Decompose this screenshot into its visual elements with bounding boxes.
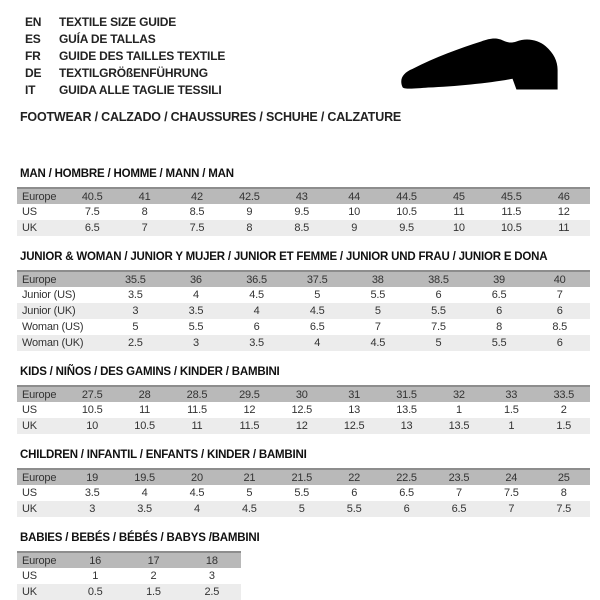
size-value: 13.5: [448, 420, 470, 432]
size-value: 40: [553, 273, 566, 286]
size-value: 12.5: [291, 404, 313, 416]
size-value: 33: [505, 388, 518, 401]
size-value: 10.5: [81, 404, 103, 416]
size-value: 6: [351, 487, 358, 499]
size-table-kids: [17, 385, 590, 434]
size-value: 5: [435, 337, 442, 349]
row-label: Junior (UK): [22, 305, 76, 317]
size-value: 8: [141, 206, 148, 218]
size-value: 45.5: [501, 190, 522, 203]
size-value: 22: [348, 471, 361, 484]
language-label: GUIDE DES TAILLES TEXTILE: [59, 48, 226, 63]
size-table-children: [17, 468, 590, 517]
size-value: 9.5: [294, 206, 310, 218]
row-label: US: [22, 570, 37, 582]
size-value: 32: [453, 388, 465, 401]
size-value: 1: [92, 570, 99, 582]
row-label: Europe: [22, 554, 57, 567]
size-value: 41: [138, 190, 151, 203]
language-code: ES: [25, 31, 41, 46]
size-tables: [17, 168, 590, 600]
table-title-kids: KIDS / NIÑOS / DES GAMINS / KINDER / BAMBINI: [20, 366, 280, 378]
language-code: DE: [25, 65, 42, 80]
size-value: 2.5: [204, 586, 220, 598]
size-value: 6: [253, 321, 260, 333]
size-value: 2.5: [127, 337, 143, 349]
table-row-uk: [17, 418, 590, 434]
language-label: TEXTILGRÖßENFÜHRUNG: [59, 65, 208, 80]
size-value: 12: [243, 404, 256, 416]
size-table-junior-woman: [17, 270, 590, 351]
size-value: 11.5: [239, 420, 260, 432]
language-row-it: [25, 81, 225, 98]
size-value: 17: [147, 554, 160, 567]
size-value: 10.5: [396, 206, 417, 218]
size-value: 5.5: [491, 337, 507, 349]
section-junior-woman: [17, 251, 590, 351]
size-value: 38.5: [428, 273, 449, 286]
size-value: 1.5: [146, 586, 161, 598]
row-label: Europe: [22, 388, 57, 401]
size-value: 9: [246, 206, 253, 218]
size-value: 21: [243, 471, 256, 484]
size-value: 38: [371, 273, 384, 286]
table-row-junior-uk: [17, 303, 590, 319]
size-value: 43: [295, 190, 308, 203]
size-value: 11: [453, 206, 465, 218]
size-value: 12: [295, 420, 308, 432]
size-value: 42: [191, 190, 203, 203]
size-value: 11: [558, 222, 570, 234]
size-value: 9.5: [399, 222, 414, 234]
size-value: 8: [246, 222, 253, 234]
size-value: 8.5: [294, 222, 310, 234]
size-value: 11: [139, 404, 151, 416]
size-value: 3: [208, 570, 215, 582]
size-value: 11.5: [187, 404, 207, 416]
size-value: 20: [191, 471, 203, 484]
section-children: [17, 449, 590, 517]
size-value: 6.5: [399, 487, 414, 499]
language-label: TEXTILE SIZE GUIDE: [59, 14, 177, 29]
category-title: FOOTWEAR / CALZADO / CHAUSSURES / SCHUHE / CALZATURE: [20, 110, 402, 124]
table-title-babies: BABIES / BEBÉS / BÉBÉS / BABYS /BAMBINI: [20, 532, 260, 544]
size-value: 24: [505, 471, 518, 484]
row-label: UK: [22, 503, 37, 515]
row-label: UK: [22, 586, 37, 598]
size-value: 6: [556, 337, 563, 349]
size-value: 8: [496, 321, 503, 333]
size-value: 5: [132, 321, 139, 333]
row-label: US: [22, 487, 37, 499]
size-value: 4: [141, 487, 148, 499]
table-row-europe: [17, 188, 590, 204]
language-row-de: [25, 64, 225, 81]
size-value: 31.5: [396, 388, 417, 401]
row-label: Europe: [22, 273, 57, 286]
size-value: 18: [205, 554, 218, 567]
size-value: 10: [86, 420, 99, 432]
dress-shoe-icon: [391, 30, 587, 100]
table-row-us: [17, 485, 590, 501]
size-value: 10.5: [134, 420, 155, 432]
size-value: 7.5: [84, 206, 100, 218]
size-value: 7.5: [556, 503, 572, 515]
size-value: 33.5: [553, 388, 575, 401]
row-label: Woman (US): [22, 321, 84, 333]
size-value: 3: [89, 503, 96, 515]
size-value: 10: [348, 206, 361, 218]
size-value: 3.5: [84, 487, 100, 499]
size-value: 19: [86, 471, 99, 484]
table-row-us: [17, 204, 590, 220]
size-value: 1: [455, 404, 462, 416]
size-value: 5: [314, 289, 321, 301]
row-label: Junior (US): [22, 289, 76, 301]
size-value: 5: [246, 487, 253, 499]
size-value: 12.5: [343, 420, 365, 432]
row-label: US: [22, 404, 37, 416]
size-value: 36.5: [246, 273, 267, 286]
section-kids: [17, 366, 590, 434]
language-code: FR: [25, 48, 41, 63]
table-row-junior-us: [17, 287, 590, 303]
size-value: 3.5: [188, 305, 204, 317]
size-value: 6: [496, 305, 503, 317]
size-value: 6.5: [84, 222, 100, 234]
row-label: Woman (UK): [22, 337, 84, 349]
size-value: 4: [192, 289, 199, 301]
size-value: 9: [351, 222, 358, 234]
table-row-us: [17, 402, 590, 418]
size-value: 46: [557, 190, 570, 203]
size-value: 4.5: [242, 503, 257, 515]
size-value: 8.5: [552, 321, 568, 333]
size-value: 6: [435, 289, 442, 301]
size-value: 27.5: [81, 388, 103, 401]
row-label: US: [22, 206, 37, 218]
row-label: Europe: [22, 471, 57, 484]
size-table-babies: [17, 551, 241, 600]
size-value: 19.5: [134, 471, 155, 484]
size-table-man: [17, 187, 590, 236]
size-value: 5.5: [346, 503, 362, 515]
row-label: UK: [22, 420, 37, 432]
size-value: 1: [508, 420, 515, 432]
size-value: 7: [374, 321, 381, 333]
size-value: 3.5: [137, 503, 152, 515]
table-row-uk: [17, 220, 590, 236]
size-value: 6.5: [491, 289, 507, 301]
language-label: GUIDA ALLE TAGLIE TESSILI: [59, 82, 222, 97]
table-row-woman-us: [17, 319, 590, 335]
size-value: 4: [314, 337, 321, 349]
size-value: 37.5: [306, 273, 328, 286]
table-row-us: [17, 568, 241, 584]
size-value: 35.5: [125, 273, 146, 286]
size-value: 8.5: [189, 206, 205, 218]
size-value: 3.5: [127, 289, 143, 301]
size-value: 6: [403, 503, 410, 515]
size-value: 29.5: [239, 388, 260, 401]
size-value: 39: [493, 273, 505, 286]
size-value: 0.5: [87, 586, 103, 598]
size-value: 13.5: [396, 404, 417, 416]
language-row-es: [25, 30, 225, 47]
size-value: 4.5: [309, 305, 325, 317]
row-label: UK: [22, 222, 37, 234]
size-value: 3.5: [249, 337, 264, 349]
size-value: 12: [557, 206, 570, 218]
size-value: 2: [560, 404, 567, 416]
size-value: 7: [508, 503, 515, 515]
size-value: 23.5: [448, 471, 470, 484]
language-label: GUÍA DE TALLAS: [59, 31, 156, 46]
table-row-woman-uk: [17, 335, 590, 351]
size-value: 13: [348, 404, 361, 416]
table-row-europe: [17, 469, 590, 485]
size-value: 3: [132, 305, 139, 317]
language-title-list: [25, 13, 225, 98]
size-value: 5.5: [294, 487, 310, 499]
size-value: 6.5: [451, 503, 467, 515]
size-value: 10: [453, 222, 465, 234]
size-value: 4: [253, 305, 260, 317]
size-value: 7.5: [503, 487, 519, 499]
table-row-europe: [17, 552, 241, 568]
size-value: 36: [190, 273, 202, 286]
size-value: 13: [400, 420, 413, 432]
size-value: 25: [557, 471, 570, 484]
size-value: 28.5: [186, 388, 208, 401]
size-value: 7: [455, 487, 462, 499]
size-value: 22.5: [396, 471, 417, 484]
size-value: 3: [192, 337, 199, 349]
size-value: 7.5: [431, 321, 446, 333]
size-value: 7: [556, 289, 563, 301]
size-value: 2: [150, 570, 157, 582]
size-value: 16: [89, 554, 102, 567]
table-row-uk: [17, 501, 590, 517]
size-value: 4.5: [249, 289, 264, 301]
table-row-uk: [17, 584, 241, 600]
size-value: 40.5: [81, 190, 103, 203]
size-value: 5.5: [431, 305, 446, 317]
section-man: [17, 168, 590, 236]
row-label: Europe: [22, 190, 57, 203]
size-value: 4.5: [189, 487, 205, 499]
size-value: 28: [138, 388, 151, 401]
size-value: 5.5: [370, 289, 386, 301]
language-row-fr: [25, 47, 225, 64]
size-value: 5: [374, 305, 381, 317]
size-value: 44.5: [396, 190, 417, 203]
size-value: 4.5: [370, 337, 386, 349]
size-value: 10.5: [501, 222, 522, 234]
size-value: 44: [348, 190, 361, 203]
size-value: 6: [556, 305, 563, 317]
size-value: 45: [453, 190, 465, 203]
size-value: 30: [295, 388, 308, 401]
size-value: 11: [191, 420, 203, 432]
size-value: 5: [298, 503, 305, 515]
size-value: 7.5: [189, 222, 205, 234]
size-value: 6.5: [309, 321, 325, 333]
language-row-en: [25, 13, 225, 30]
size-value: 4: [194, 503, 200, 515]
table-title-man: MAN / HOMBRE / HOMME / MANN / MAN: [20, 168, 234, 180]
table-row-europe: [17, 386, 590, 402]
size-value: 31: [348, 388, 361, 401]
language-code: IT: [25, 82, 36, 97]
size-value: 5.5: [188, 321, 204, 333]
size-value: 42.5: [239, 190, 260, 203]
size-value: 7: [141, 222, 148, 234]
size-value: 1.5: [556, 420, 572, 432]
size-value: 21.5: [291, 471, 313, 484]
table-title-children: CHILDREN / INFANTIL / ENFANTS / KINDER / BAMBINI: [20, 449, 307, 461]
size-value: 8: [560, 487, 567, 499]
table-title-junior-woman: JUNIOR & WOMAN / JUNIOR Y MUJER / JUNIOR ET FEMME / JUNIOR UND FRAU / JUNIOR E DONA: [20, 251, 548, 263]
table-row-europe: [17, 271, 590, 287]
language-code: EN: [25, 14, 42, 29]
section-babies: [17, 532, 590, 600]
size-value: 11.5: [501, 206, 522, 218]
size-value: 1.5: [503, 404, 519, 416]
